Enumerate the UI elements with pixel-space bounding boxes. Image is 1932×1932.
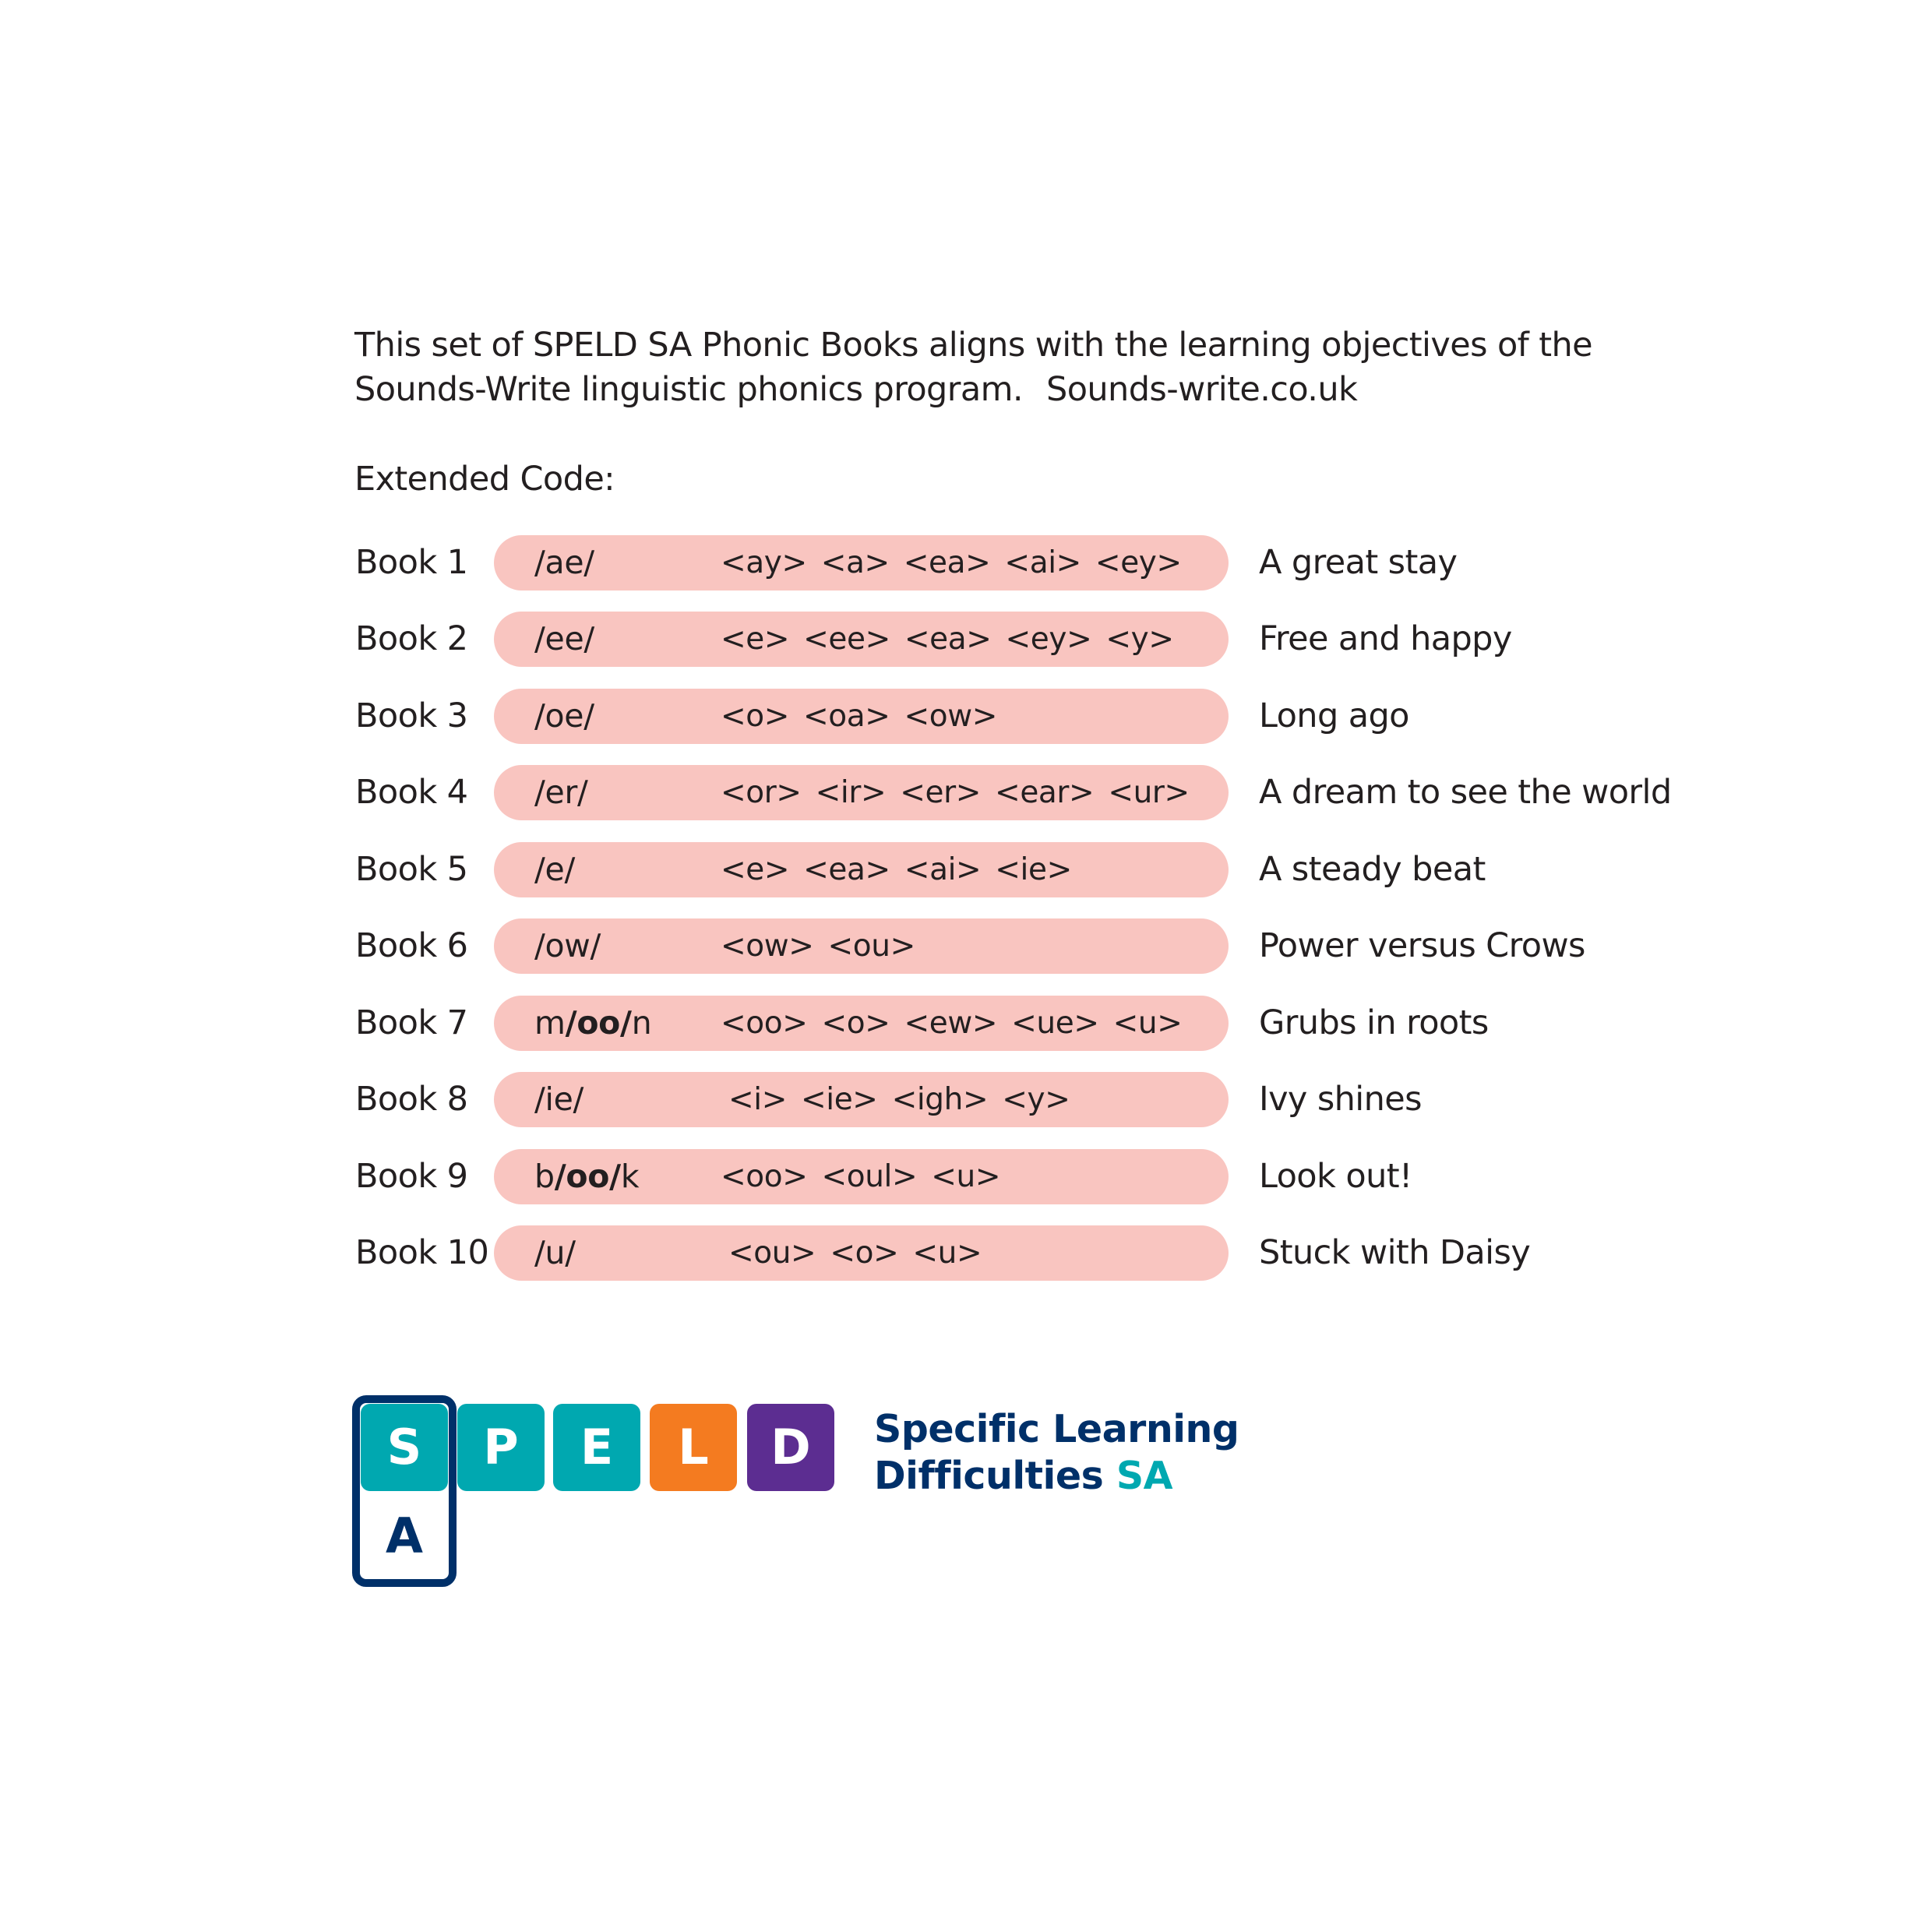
- phoneme-text: /ow/: [534, 927, 601, 964]
- spellings: <oo> <o> <ew> <ue> <u>: [721, 1006, 1183, 1041]
- extended-code-heading: Extended Code:: [354, 460, 615, 499]
- book-row-9: [0, 1149, 1932, 1204]
- spellings: <e> <ea> <ai> <ie>: [721, 852, 1072, 887]
- sound-pill: [494, 612, 1229, 667]
- book-row-2: [0, 612, 1932, 667]
- book-title: A steady beat: [1259, 850, 1486, 889]
- intro-line-2: Sounds-Write linguistic phonics program.: [354, 370, 1023, 409]
- book-row-8: [0, 1072, 1932, 1127]
- phoneme: [534, 996, 651, 1051]
- sound-pill: [494, 842, 1229, 897]
- phoneme-onset: m: [534, 1004, 566, 1042]
- book-label: Book 2: [355, 619, 468, 658]
- logo-tile-e: E: [553, 1404, 640, 1491]
- logo-text-difficulties: Difficulties: [874, 1454, 1104, 1498]
- phoneme: [534, 765, 588, 820]
- spellings: <ay> <a> <ea> <ai> <ey>: [721, 545, 1182, 580]
- sound-pill: [494, 1225, 1229, 1281]
- logo-text-sa: SA: [1116, 1454, 1173, 1498]
- sound-pill: [494, 918, 1229, 974]
- book-title: A dream to see the world: [1259, 773, 1672, 812]
- logo-tile-p: P: [457, 1404, 545, 1491]
- book-label: Book 6: [355, 926, 468, 965]
- spellings: <ow> <ou>: [721, 929, 915, 964]
- phoneme-text: /ee/: [534, 620, 594, 658]
- phoneme: [534, 918, 601, 974]
- phoneme-onset: b: [534, 1158, 555, 1195]
- book-label: Book 7: [355, 1003, 468, 1042]
- sound-pill: [494, 1072, 1229, 1127]
- book-row-10: [0, 1225, 1932, 1281]
- spellings: <e> <ee> <ea> <ey> <y>: [721, 622, 1174, 657]
- phoneme-text-bold: /oo/: [565, 1004, 632, 1042]
- book-title: Stuck with Daisy: [1259, 1233, 1531, 1272]
- book-row-3: [0, 689, 1932, 744]
- book-label: Book 10: [355, 1233, 489, 1272]
- phoneme-text: /e/: [534, 851, 575, 888]
- logo-text-line-1: Specific Learning: [874, 1407, 1239, 1451]
- logo-tile-s: S: [361, 1404, 448, 1491]
- book-row-4: [0, 765, 1932, 820]
- book-label: Book 1: [355, 543, 468, 582]
- book-label: Book 9: [355, 1157, 468, 1196]
- book-label: Book 4: [355, 773, 468, 812]
- book-title: Ivy shines: [1259, 1080, 1422, 1119]
- phoneme-coda: n: [631, 1004, 652, 1042]
- phoneme-coda: k: [620, 1158, 640, 1195]
- book-row-6: [0, 918, 1932, 974]
- logo-wordmark: [874, 1406, 1239, 1500]
- sound-pill: [494, 996, 1229, 1051]
- speld-sa-logo: [352, 1395, 1287, 1598]
- phoneme-text-bold: /oo/: [554, 1158, 621, 1195]
- book-row-1: [0, 535, 1932, 591]
- logo-tile-a: A: [386, 1507, 423, 1564]
- spellings: <ou> <o> <u>: [728, 1236, 982, 1271]
- sounds-write-url: Sounds-write.co.uk: [1046, 370, 1358, 409]
- phoneme: [534, 1225, 576, 1281]
- phoneme-text: /ie/: [534, 1081, 584, 1118]
- logo-tile-l: L: [650, 1404, 737, 1491]
- sound-pill: [494, 689, 1229, 744]
- book-title: Long ago: [1259, 696, 1409, 735]
- logo-text-line-2: [874, 1453, 1239, 1500]
- book-label: Book 3: [355, 696, 468, 735]
- phoneme: [534, 612, 594, 667]
- phoneme: [534, 689, 594, 744]
- phoneme-text: /ae/: [534, 544, 594, 581]
- book-label: Book 5: [355, 850, 468, 889]
- phoneme-text: /oe/: [534, 697, 594, 735]
- logo-sa-frame: [352, 1395, 457, 1587]
- logo-tile-d: D: [747, 1404, 834, 1491]
- book-row-7: [0, 996, 1932, 1051]
- spellings: <i> <ie> <igh> <y>: [728, 1082, 1070, 1117]
- book-title: Power versus Crows: [1259, 926, 1585, 965]
- book-row-5: [0, 842, 1932, 897]
- phoneme: [534, 1149, 639, 1204]
- phoneme: [534, 535, 594, 591]
- sound-pill: [494, 765, 1229, 820]
- phoneme-text: /u/: [534, 1234, 576, 1271]
- book-label: Book 8: [355, 1080, 468, 1119]
- phoneme: [534, 842, 575, 897]
- phoneme: [534, 1072, 583, 1127]
- book-title: Grubs in roots: [1259, 1003, 1489, 1042]
- phoneme-text: /er/: [534, 774, 588, 811]
- spellings: <o> <oa> <ow>: [721, 699, 998, 734]
- intro-line-1: This set of SPELD SA Phonic Books aligns with the learning objectives of the: [354, 326, 1593, 365]
- book-title: A great stay: [1259, 543, 1458, 582]
- book-title: Look out!: [1259, 1157, 1412, 1196]
- spellings: <oo> <oul> <u>: [721, 1159, 1001, 1194]
- book-title: Free and happy: [1259, 619, 1512, 658]
- sound-pill: [494, 1149, 1229, 1204]
- spellings: <or> <ir> <er> <ear> <ur>: [721, 775, 1190, 810]
- sound-pill: [494, 535, 1229, 591]
